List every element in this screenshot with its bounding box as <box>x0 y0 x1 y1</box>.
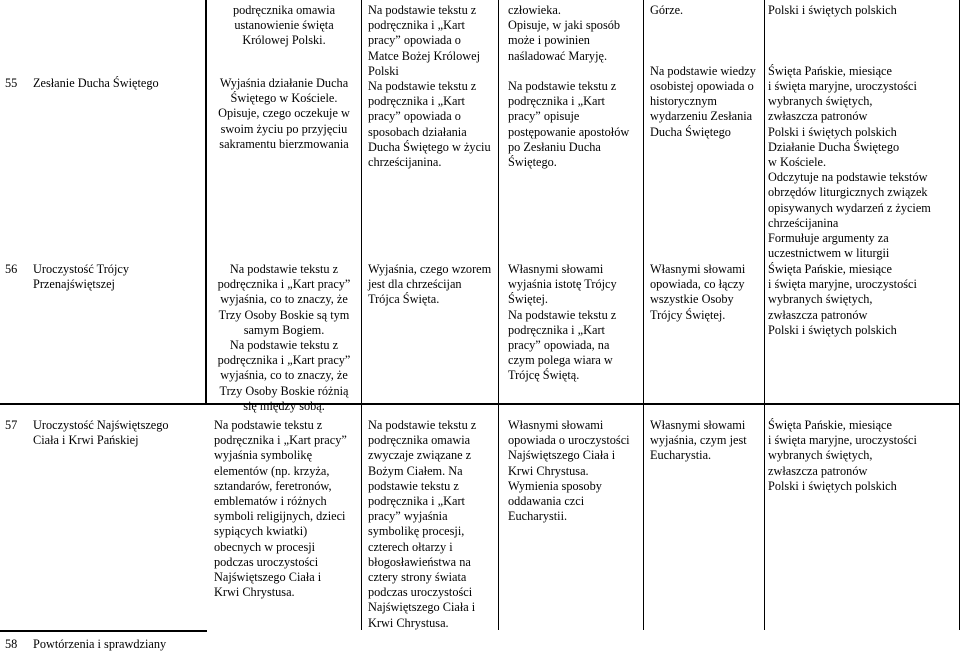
content-line: symboli religijnych, dzieci <box>214 509 346 524</box>
advanced-line: wszystkie Osoby <box>650 292 734 307</box>
content-line: ustanowienie święta <box>234 18 334 33</box>
knowledge-line: Bożym Ciałem. Na <box>368 463 463 478</box>
content-line: Świętego w Kościele. <box>230 91 338 106</box>
liturgy-line: wybranych świętych, <box>768 448 873 463</box>
knowledge-line: pracy” wyjaśnia <box>368 509 448 524</box>
advanced-line: wyjaśnia, czym jest <box>650 433 747 448</box>
content-line: Wyjaśnia działanie Ducha <box>219 76 349 90</box>
skills-line: Świętej. <box>508 292 548 307</box>
knowledge-line: symbolikę procesji, <box>368 524 465 539</box>
lesson-number: 56 <box>5 262 18 276</box>
skills-line: po Zesłaniu Ducha <box>508 139 601 154</box>
lesson-number: 55 <box>5 76 18 90</box>
knowledge-line: chrześcijanina. <box>368 155 442 170</box>
knowledge-line: sposobach działania <box>368 124 467 139</box>
content-line: wyjaśnia, co to znaczy, że <box>220 292 348 307</box>
knowledge-line: Na podstawie tekstu z <box>368 418 477 432</box>
content-line: samym Bogiem. <box>243 322 325 337</box>
knowledge-line: podręcznika omawia <box>368 433 471 448</box>
knowledge-line: czterech ołtarzy i <box>368 539 453 554</box>
skills-line: pracy” opowiada, na <box>508 338 610 353</box>
knowledge-line: podczas uroczystości <box>368 585 473 600</box>
liturgy-line: i święta maryjne, uroczystości <box>768 433 917 448</box>
skills-line: Najświętszego Ciała i <box>508 448 616 463</box>
advanced-line: historycznym <box>650 94 717 109</box>
skills-line: opowiada o uroczystości <box>508 433 630 448</box>
liturgy-line <box>768 49 958 64</box>
lesson-number-56 <box>5 262 25 277</box>
knowledge-line: Matce Bożej Królowej <box>368 48 480 63</box>
table-rule <box>0 630 207 632</box>
knowledge-cell-56 <box>368 262 496 308</box>
liturgy-line: uczestnictwem w liturgii <box>768 246 890 261</box>
liturgy-cell-56 <box>768 262 958 338</box>
liturgy-line: Święta Pańskie, miesiące <box>768 63 892 78</box>
knowledge-line: Na podstawie tekstu z <box>368 3 477 17</box>
liturgy-line: w Kościele. <box>768 155 827 170</box>
table-rule <box>361 0 362 630</box>
knowledge-line: Ducha Świętego w życiu <box>368 139 491 154</box>
table-rule <box>0 403 960 405</box>
advanced-line: Ducha Świętego <box>650 124 731 139</box>
skills-line: Krwi Chrystusa. <box>508 463 589 478</box>
skills-line: pracy” opisuje <box>508 109 580 124</box>
advanced-line <box>650 18 762 33</box>
content-line: podręcznika omawia <box>232 3 336 17</box>
content-line: wyjaśnia symbolikę <box>214 448 313 463</box>
advanced-line: Własnymi słowami <box>650 418 746 432</box>
topic-line: Uroczystość Trójcy <box>33 262 129 276</box>
skills-line: Świętego. <box>508 155 557 170</box>
advanced-line: Trójcy Świętej. <box>650 307 726 322</box>
advanced-line: Górze. <box>650 3 684 17</box>
advanced-cell-56 <box>650 262 762 323</box>
lesson-number-58 <box>5 637 25 652</box>
liturgy-cell-54-55 <box>768 3 958 261</box>
content-line: Opisuje, czego oczekuje w <box>218 106 350 121</box>
skills-line: Własnymi słowami <box>508 418 604 432</box>
lesson-number: 57 <box>5 418 18 432</box>
skills-line: oddawania czci <box>508 494 585 509</box>
content-line: podręcznika i „Kart pracy” <box>217 277 351 292</box>
skills-cell-57 <box>508 418 641 524</box>
skills-line: czym polega wiara w <box>508 353 613 368</box>
advanced-line: Eucharystia. <box>650 448 712 463</box>
content-cell-56 <box>207 262 361 414</box>
content-line: wyjaśnia, co to znaczy, że <box>220 368 348 383</box>
liturgy-line: Odczytuje na podstawie tekstów <box>768 170 928 185</box>
knowledge-line: pracy” opowiada o <box>368 109 461 124</box>
content-line: Na podstawie tekstu z <box>229 262 339 276</box>
topic-line: Uroczystość Najświętszego <box>33 418 169 432</box>
liturgy-line: zwłaszcza patronów <box>768 463 868 478</box>
content-line: Najświętszego Ciała i <box>214 570 322 585</box>
knowledge-line: cztery strony świata <box>368 570 467 585</box>
skills-line: podręcznika i „Kart <box>508 94 605 109</box>
content-cell-55 <box>207 76 361 152</box>
liturgy-line: i święta maryjne, uroczystości <box>768 79 917 94</box>
content-line: sypiących kwiatki) <box>214 524 308 539</box>
content-cell-54 <box>207 3 361 49</box>
knowledge-line: podstawie tekstu z <box>368 478 459 493</box>
skills-cell-56 <box>508 262 641 384</box>
skills-line: Na podstawie tekstu z <box>508 79 617 94</box>
content-line: Na podstawie tekstu z <box>214 418 323 432</box>
liturgy-line: opisywanych wydarzeń z życiem <box>768 200 931 215</box>
skills-line: Na podstawie tekstu z <box>508 307 617 322</box>
content-line: Krwi Chrystusa. <box>214 585 295 600</box>
liturgy-line: Działanie Ducha Świętego <box>768 139 900 154</box>
knowledge-line: Trójca Święta. <box>368 292 440 307</box>
skills-line: Opisuje, w jaki sposób <box>508 18 621 33</box>
advanced-cell-57 <box>650 418 762 464</box>
liturgy-line: Polski i świętych polskich <box>768 322 897 337</box>
skills-line: wyjaśnia istotę Trójcy <box>508 277 617 292</box>
topic-line: Przenajświętszej <box>33 277 115 292</box>
knowledge-line: błogosławieństwa na <box>368 554 471 569</box>
advanced-line: Na podstawie wiedzy <box>650 63 756 78</box>
liturgy-line: zwłaszcza patronów <box>768 307 868 322</box>
knowledge-line: jest dla chrześcijan <box>368 277 462 292</box>
liturgy-line: Formułuje argumenty za <box>768 231 889 246</box>
liturgy-line: Święta Pańskie, miesiące <box>768 418 892 432</box>
knowledge-line: Polski <box>368 63 399 78</box>
liturgy-line <box>768 18 958 33</box>
advanced-cell-54-55 <box>650 3 762 140</box>
knowledge-line: Na podstawie tekstu z <box>368 79 477 94</box>
liturgy-line: Święta Pańskie, miesiące <box>768 262 892 276</box>
knowledge-cell-57 <box>368 418 496 631</box>
liturgy-cell-57 <box>768 418 958 494</box>
knowledge-line: Wyjaśnia, czego wzorem <box>368 262 492 276</box>
knowledge-line: pracy” opowiada o <box>368 33 461 48</box>
advanced-line: opowiada, co łączy <box>650 277 745 292</box>
content-line: obecnych w procesji <box>214 539 316 554</box>
content-line: elementów (np. krzyża, <box>214 463 330 478</box>
knowledge-cell-54-55 <box>368 3 496 170</box>
content-line: podczas uroczystości <box>214 554 319 569</box>
liturgy-line: Polski i świętych polskich <box>768 124 897 139</box>
content-line: swoim życiu po przyjęciu <box>220 121 348 136</box>
content-line: sztandarów, feretronów, <box>214 478 332 493</box>
content-line: Trzy Osoby Boskie różnią <box>219 383 349 398</box>
content-line: podręcznika i „Kart pracy” <box>214 433 347 448</box>
liturgy-line: i święta maryjne, uroczystości <box>768 277 917 292</box>
skills-line: człowieka. <box>508 3 561 17</box>
skills-line: może i powinien <box>508 33 590 48</box>
topic-line: Ciała i Krwi Pańskiej <box>33 433 139 448</box>
liturgy-line: Polski i świętych polskich <box>768 3 897 17</box>
content-line: Trzy Osoby Boskie są tym <box>218 307 350 322</box>
knowledge-line: podręcznika i „Kart <box>368 18 465 33</box>
topic-cell-58 <box>33 637 203 652</box>
liturgy-line: wybranych świętych, <box>768 94 873 109</box>
advanced-line <box>650 49 762 64</box>
lesson-number-57 <box>5 418 25 433</box>
knowledge-line: zwyczaje związane z <box>368 448 472 463</box>
knowledge-line: Najświętszego Ciała i <box>368 600 476 615</box>
lesson-number-55 <box>5 76 25 91</box>
skills-cell-54-55 <box>508 3 641 170</box>
content-line: sakramentu bierzmowania <box>219 136 349 151</box>
content-line: emblematów i różnych <box>214 494 327 509</box>
skills-line: naśladować Maryję. <box>508 48 608 63</box>
table-rule <box>764 0 765 630</box>
advanced-line: wydarzeniu Zesłania <box>650 109 753 124</box>
content-line: się między sobą. <box>243 398 325 413</box>
skills-line: Eucharystii. <box>508 509 568 524</box>
liturgy-line: obrzędów liturgicznych związek <box>768 185 928 200</box>
table-rule <box>643 0 644 630</box>
advanced-line <box>650 33 762 48</box>
skills-line: Własnymi słowami <box>508 262 604 276</box>
skills-line: postępowanie apostołów <box>508 124 630 139</box>
lesson-number: 58 <box>5 637 18 651</box>
skills-line: Wymienia sposoby <box>508 478 602 493</box>
skills-line: podręcznika i „Kart <box>508 322 605 337</box>
skills-line: Trójcę Świętą. <box>508 368 580 383</box>
knowledge-line: podręcznika i „Kart <box>368 494 465 509</box>
content-line: Na podstawie tekstu z <box>229 338 339 353</box>
content-cell-57 <box>214 418 360 600</box>
content-line: podręcznika i „Kart pracy” <box>217 353 351 368</box>
liturgy-line: zwłaszcza patronów <box>768 109 868 124</box>
topic-line: Powtórzenia i sprawdziany <box>33 637 167 651</box>
liturgy-line: wybranych świętych, <box>768 292 873 307</box>
topic-cell-57 <box>33 418 203 448</box>
advanced-line: Własnymi słowami <box>650 262 746 276</box>
liturgy-line: chrześcijanina <box>768 215 839 230</box>
topic-cell-56 <box>33 262 203 292</box>
knowledge-line: podręcznika i „Kart <box>368 94 465 109</box>
advanced-line: osobistej opowiada o <box>650 79 754 94</box>
topic-cell-55 <box>33 76 203 91</box>
knowledge-line: Krwi Chrystusa. <box>368 615 449 630</box>
content-line: Królowej Polski. <box>242 33 326 48</box>
skills-line <box>508 64 641 79</box>
topic-line: Zesłanie Ducha Świętego <box>33 76 159 90</box>
liturgy-line: Polski i świętych polskich <box>768 478 897 493</box>
liturgy-line <box>768 33 958 48</box>
table-rule <box>498 0 499 630</box>
